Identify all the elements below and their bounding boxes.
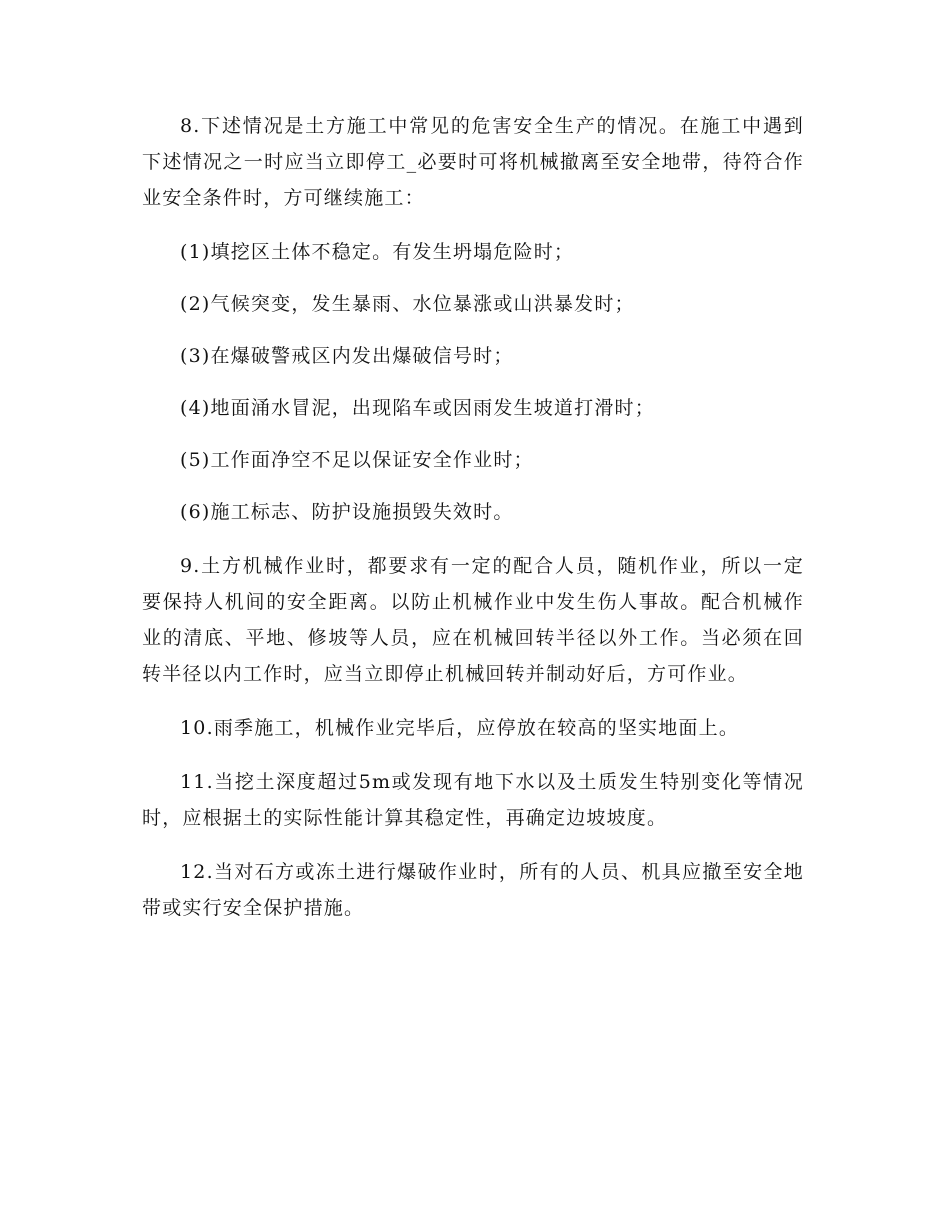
list-item-1: (1)填挖区土体不稳定。有发生坍塌危险时； xyxy=(180,241,575,263)
paragraph-12: 12.当对石方或冻土进行爆破作业时，所有的人员、机具应撤至安全地带或实行安全保护措施。 xyxy=(142,861,804,919)
paragraph-10: 10.雨季施工，机械作业完毕后，应停放在较高的坚实地面上。 xyxy=(180,717,740,739)
list-item-5: (5)工作面净空不足以保证安全作业时； xyxy=(180,449,534,471)
paragraph-11: 11.当挖土深度超过5m或发现有地下水以及土质发生特别变化等情况时，应根据土的实际性能计算其稳定性，再确定边坡坡度。 xyxy=(142,771,804,829)
list-item-2: (2)气候突变，发生暴雨、水位暴涨或山洪暴发时； xyxy=(180,293,635,315)
paragraph-8: 8.下述情况是土方施工中常见的危害安全生产的情况。在施工中遇到下述情况之一时应当立即停工_必要时可将机械撤离至安全地带，待符合作业安全条件时，方可继续施工： xyxy=(142,115,804,209)
paragraph-9: 9.土方机械作业时，都要求有一定的配合人员，随机作业，所以一定要保持人机间的安全距离。以防止机械作业中发生伤人事故。配合机械作业的清底、平地、修坡等人员，应在机械回转半径以外工作。当必须在回转半径以内工作时，应当立即停止机械回转并制动好后，方可作业。 xyxy=(142,555,804,685)
document-body xyxy=(142,108,804,926)
list-item-4: (4)地面涌水冒泥，出现陷车或因雨发生坡道打滑时； xyxy=(180,397,655,419)
list-item-3: (3)在爆破警戒区内发出爆破信号时； xyxy=(180,345,514,367)
list-item-6: (6)施工标志、防护设施损毁失效时。 xyxy=(180,501,514,523)
